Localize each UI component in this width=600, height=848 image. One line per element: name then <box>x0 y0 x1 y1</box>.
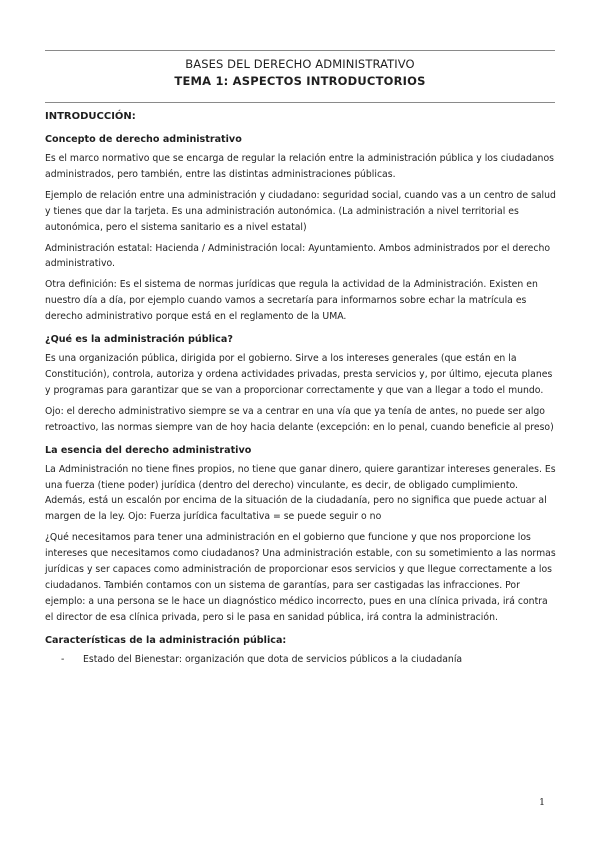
paragraph: Ojo: el derecho administrativo siempre se va a centrar en una vía que ya tenía de antes, no puede ser algo retroactivo, las normas siempre van de hoy hacia delante (excepción: en lo penal, cuando beneficie al preso) <box>45 405 554 433</box>
section-heading: La esencia del derecho administrativo <box>45 444 252 456</box>
document-header <box>45 56 555 90</box>
list-item <box>61 652 557 668</box>
section-heading: ¿Qué es la administración pública? <box>45 334 233 346</box>
paragraph: Es una organización pública, dirigida por el gobierno. Sirve a los intereses generales (que están en la Constitución), controla, autoriza y ordena actividades privadas, presta servicios y, por último, ejecuta planes y programas para garantizar que se van a proporcionar correctamente y que van a llegar a todo el mundo. <box>45 353 553 396</box>
header-bottom-rule <box>45 102 555 103</box>
paragraph: Es el marco normativo que se encarga de regular la relación entre la administración pública y los ciudadanos administrados, pero también, entre las distintas administraciones públicas. <box>45 153 554 180</box>
top-rule <box>45 50 555 51</box>
page-number: 1 <box>538 797 545 808</box>
document-title: BASES DEL DERECHO ADMINISTRATIVO <box>185 57 415 71</box>
intro-heading: INTRODUCCIÓN: <box>45 111 136 122</box>
paragraph: Administración estatal: Hacienda / Administración local: Ayuntamiento. Ambos administrados por el derecho administrativo. <box>45 242 551 270</box>
dash-bullet-icon: - <box>61 653 65 665</box>
section-heading: Características de la administración pública: <box>45 634 287 646</box>
list-item-text: Estado del Bienestar: organización que dota de servicios públicos a la ciudadanía <box>83 653 463 665</box>
paragraph: La Administración no tiene fines propios, no tiene que ganar dinero, quiere garantizar intereses generales. Es una fuerza (tiene poder) jurídica (dentro del derecho) vinculante, es decir, de obligado cumplimiento. Además, está un escalón por encima de la situación de la ciudadanía, pero no significa que puede actuar al margen de la ley. Ojo: Fuerza jurídica facultativa = se puede seguir o no <box>45 463 556 523</box>
document-subtitle: TEMA 1: ASPECTOS INTRODUCTORIOS <box>174 74 426 88</box>
document-body <box>45 110 557 668</box>
paragraph: Ejemplo de relación entre una administración y ciudadano: seguridad social, cuando vas a un centro de salud y tienes que dar la tarjeta. Es una administración autonómica. (La administración a nivel territorial es autonómica, pero el sistema sanitario es a nivel estatal) <box>45 189 556 233</box>
paragraph: ¿Qué necesitamos para tener una administración en el gobierno que funcione y que nos proporcione los intereses que necesitamos como ciudadanos? Una administración estable, con su sometimiento a las normas jurídicas y ser capaces como administración de proporcionar esos servicios y que llegue correctamente a los ciudadanos. También contamos con un sistema de garantías, para ser castigadas las infracciones. Por ejemplo: a una persona se le hace un diagnóstico médico incorrecto, pues en una clínica privada, irá contra el director de esa clínica privada, pero si le pasa en sanidad pública, irá contra la administración. <box>45 532 556 623</box>
section-heading: Concepto de derecho administrativo <box>45 134 242 145</box>
paragraph: Otra definición: Es el sistema de normas jurídicas que regula la actividad de la Administración. Existen en nuestro día a día, por ejemplo cuando vamos a secretaría para informarnos sobre echar la matrícula es derecho administrativo porque está en el reglamento de la UMA. <box>45 279 538 323</box>
